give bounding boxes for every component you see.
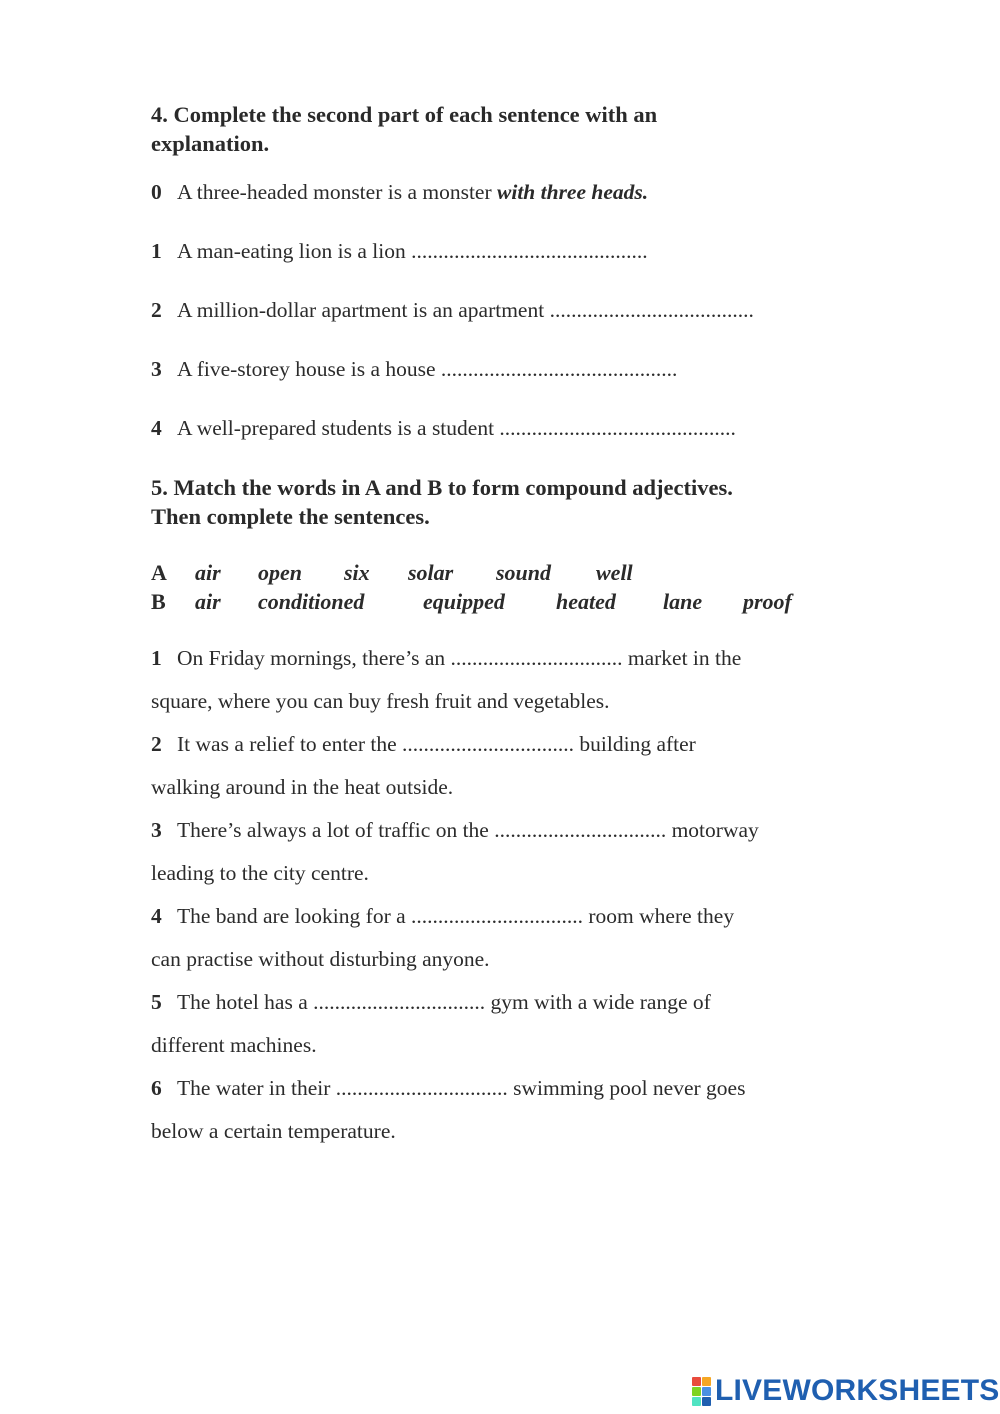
word-chip[interactable]: well	[596, 560, 633, 585]
row-label: B	[151, 589, 166, 614]
word-chip[interactable]: lane	[663, 589, 703, 614]
word-chip[interactable]: air	[195, 589, 221, 614]
item-sentence: A well-prepared students is a student ............................................	[177, 416, 736, 440]
exercise-4-title	[151, 100, 871, 158]
item-number: 4	[151, 416, 162, 440]
sentence-text: The water in their ................................ swimming pool never goes	[177, 1076, 746, 1100]
example-answer: with three heads.	[497, 180, 649, 204]
word-chip[interactable]: air	[195, 560, 221, 585]
sentence-2-line2: walking around in the heat outside.	[151, 775, 454, 799]
sentence-text: The band are looking for a ................................ room where they	[177, 904, 735, 928]
sentence-3-line1[interactable]	[151, 809, 851, 852]
item-number: 3	[151, 357, 162, 381]
item-number: 5	[151, 990, 162, 1014]
sentence-6-line1[interactable]	[151, 1067, 851, 1110]
word-chip[interactable]: solar	[408, 560, 454, 585]
word-chip[interactable]: proof	[743, 589, 792, 614]
row-label: A	[151, 560, 167, 585]
word-chip[interactable]: open	[258, 560, 302, 585]
exercise-5-title-line2: Then complete the sentences.	[151, 504, 430, 529]
item-number: 6	[151, 1076, 162, 1100]
exercise-4-title-line1: 4. Complete the second part of each sentence with an	[151, 102, 658, 127]
liveworksheets-logo[interactable]	[692, 1374, 1000, 1408]
item-number: 1	[151, 239, 162, 263]
item-number: 4	[151, 904, 162, 928]
exercise-5-sentences	[151, 637, 851, 1153]
sentence-1-line1[interactable]	[151, 637, 851, 680]
word-row-b	[151, 589, 851, 615]
sentence-text: There’s always a lot of traffic on the ................................ motorway	[177, 818, 759, 842]
item-sentence: A man-eating lion is a lion ............................................	[177, 239, 648, 263]
logo-text: LIVEWORKSHEETS	[715, 1374, 1000, 1407]
exercise-5-title	[151, 473, 871, 531]
item-number: 0	[151, 180, 162, 204]
word-chip[interactable]: conditioned	[258, 589, 365, 614]
sentence-6-line2: below a certain temperature.	[151, 1119, 396, 1143]
exercise-4-item-2[interactable]	[151, 297, 754, 323]
word-chip[interactable]: six	[344, 560, 370, 585]
word-chip[interactable]: equipped	[423, 589, 505, 614]
logo-mark-icon	[692, 1377, 711, 1406]
exercise-4-example	[151, 179, 648, 205]
sentence-4-line1[interactable]	[151, 895, 851, 938]
word-row-a	[151, 560, 851, 586]
word-chip[interactable]: sound	[496, 560, 552, 585]
sentence-5-line1[interactable]	[151, 981, 851, 1024]
item-number: 3	[151, 818, 162, 842]
exercise-4-item-4[interactable]	[151, 415, 736, 441]
word-chip[interactable]: heated	[556, 589, 616, 614]
item-sentence: A million-dollar apartment is an apartment ......................................	[177, 298, 754, 322]
sentence-text: It was a relief to enter the ................................ building after	[177, 732, 696, 756]
sentence-3-line2: leading to the city centre.	[151, 861, 369, 885]
item-number: 2	[151, 732, 162, 756]
sentence-text: The hotel has a ................................ gym with a wide range of	[177, 990, 711, 1014]
item-sentence: A five-storey house is a house ............................................	[177, 357, 678, 381]
sentence-5-line2: different machines.	[151, 1033, 317, 1057]
sentence-2-line1[interactable]	[151, 723, 851, 766]
sentence-4-line2: can practise without disturbing anyone.	[151, 947, 490, 971]
exercise-5-title-line1: 5. Match the words in A and B to form compound adjectives.	[151, 475, 733, 500]
example-sentence: A three-headed monster is a monster	[177, 180, 498, 204]
sentence-1-line2: square, where you can buy fresh fruit and vegetables.	[151, 689, 610, 713]
exercise-4-title-line2: explanation.	[151, 131, 270, 156]
exercise-4-item-3[interactable]	[151, 356, 677, 382]
sentence-text: On Friday mornings, there’s an ................................ market in the	[177, 646, 742, 670]
exercise-4-item-1[interactable]	[151, 238, 648, 264]
item-number: 2	[151, 298, 162, 322]
item-number: 1	[151, 646, 162, 670]
